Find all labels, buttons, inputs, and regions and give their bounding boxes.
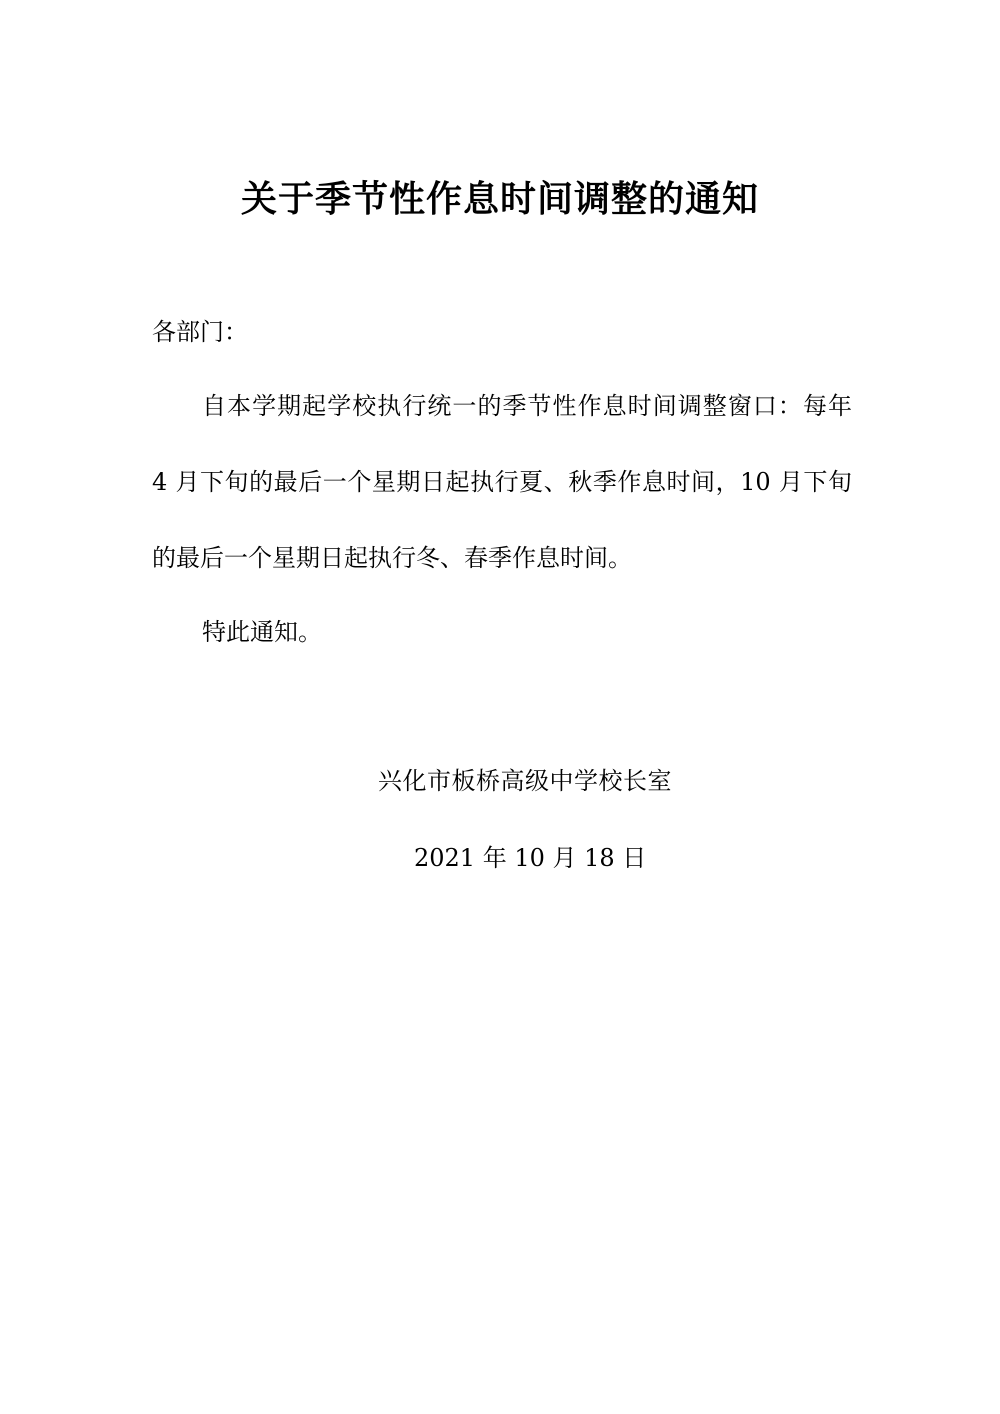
closing-remark: 特此通知。: [202, 618, 322, 646]
signature-issuer: 兴化市板桥高级中学校长室: [378, 767, 672, 795]
issue-date: 2021 年 10 月 18 日: [414, 844, 647, 872]
paragraph-line: 4 月下旬的最后一个星期日起执行夏、秋季作息时间，10 月下旬: [152, 468, 852, 496]
paragraph-line: 自本学期起学校执行统一的季节性作息时间调整窗口：每年: [202, 392, 852, 420]
body-paragraph: [152, 388, 852, 616]
document-title: 关于季节性作息时间调整的通知: [240, 179, 759, 220]
salutation: 各部门：: [152, 318, 248, 346]
paragraph-line: 的最后一个星期日起执行冬、春季作息时间。: [152, 544, 632, 572]
